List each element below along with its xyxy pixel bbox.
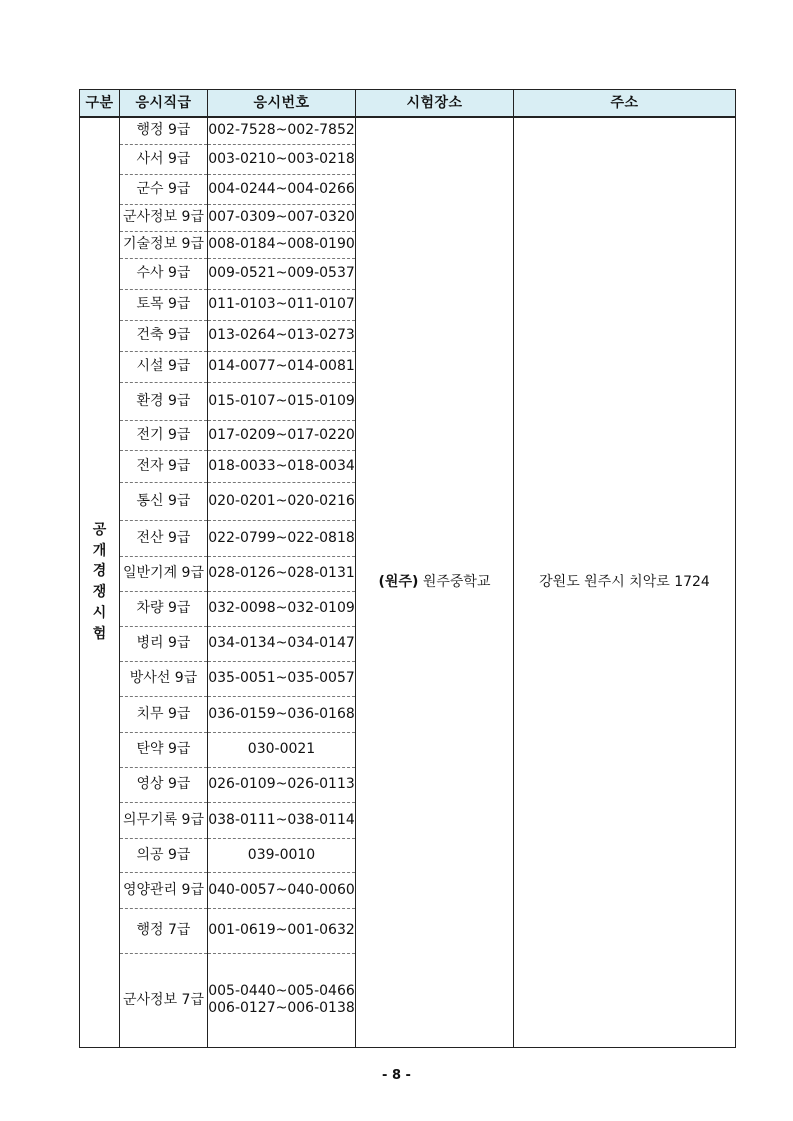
category-char: 쟁: [92, 584, 107, 601]
exam-number-range: 038-0111~038-0114: [208, 811, 355, 828]
exam-grade-cell: 기술정보 9급: [120, 231, 208, 258]
exam-number-cell: [208, 231, 356, 258]
exam-number-range: 028-0126~028-0131: [208, 565, 355, 582]
exam-number-cell: [208, 696, 356, 732]
exam-number-range: 001-0619~001-0632: [208, 922, 355, 939]
exam-number-range: 035-0051~035-0057: [208, 670, 355, 687]
category-vertical-text: [80, 522, 119, 643]
exam-number-range: 018-0033~018-0034: [208, 457, 355, 474]
exam-grade-cell: 군사정보 7급: [120, 953, 208, 1047]
exam-grade-cell: 치무 9급: [120, 696, 208, 732]
exam-number-cell: [208, 872, 356, 908]
exam-number-range: 013-0264~013-0273: [208, 327, 355, 344]
exam-grade-cell: 방사선 9급: [120, 661, 208, 696]
exam-number-range: 036-0159~036-0168: [208, 705, 355, 722]
exam-number-range: 020-0201~020-0216: [208, 492, 355, 509]
exam-grade-cell: 군수 9급: [120, 174, 208, 204]
exam-number-cell: [208, 953, 356, 1047]
exam-number-cell: [208, 591, 356, 626]
exam-number-cell: [208, 450, 356, 482]
exam-number-range: 006-0127~006-0138: [208, 1000, 355, 1016]
exam-number-range: 002-7528~002-7852: [208, 122, 355, 139]
exam-grade-cell: 사서 9급: [120, 144, 208, 174]
category-char: 공: [92, 521, 107, 538]
category-char: 경: [92, 563, 107, 580]
exam-venue-cell: [356, 117, 514, 1047]
exam-number-cell: [208, 258, 356, 289]
exam-number-range: 022-0799~022-0818: [208, 529, 355, 546]
header-address: 주소: [514, 90, 736, 118]
header-category: 구분: [80, 90, 120, 118]
table-header-row: [80, 90, 736, 118]
category-cell: [80, 117, 120, 1047]
exam-number-cell: [208, 626, 356, 661]
exam-grade-cell: 전기 9급: [120, 420, 208, 450]
page-number: - 8 -: [382, 1068, 411, 1083]
category-char: 시: [92, 605, 107, 622]
exam-number-cell: [208, 908, 356, 953]
header-exam-grade: 응시직급: [120, 90, 208, 118]
exam-number-range: 039-0010: [247, 846, 316, 863]
venue-name: 원주중학교: [422, 573, 491, 590]
table-body: [80, 117, 736, 1047]
exam-number-cell: [208, 174, 356, 204]
exam-number-cell: [208, 838, 356, 872]
exam-number-range: 034-0134~034-0147: [208, 635, 355, 652]
exam-number-range: 014-0077~014-0081: [208, 358, 355, 375]
exam-grade-cell: 영상 9급: [120, 767, 208, 802]
exam-grade-cell: 건축 9급: [120, 320, 208, 351]
exam-grade-cell: 시설 9급: [120, 351, 208, 382]
exam-number-cell: [208, 420, 356, 450]
exam-grade-cell: 의공 9급: [120, 838, 208, 872]
exam-grade-cell: 의무기록 9급: [120, 802, 208, 838]
exam-number-range: 040-0057~040-0060: [208, 881, 355, 898]
exam-venue-table: [79, 89, 736, 1048]
exam-number-cell: [208, 520, 356, 556]
exam-grade-cell: 차량 9급: [120, 591, 208, 626]
exam-grade-cell: 통신 9급: [120, 482, 208, 520]
exam-grade-cell: 전산 9급: [120, 520, 208, 556]
exam-number-cell: [208, 732, 356, 767]
address-cell: 강원도 원주시 치악로 1724: [514, 117, 736, 1047]
exam-number-cell: [208, 320, 356, 351]
exam-number-range: 009-0521~009-0537: [208, 265, 355, 282]
exam-number-cell: [208, 661, 356, 696]
exam-number-range: 005-0440~005-0466: [208, 983, 355, 1000]
exam-number-cell: [208, 144, 356, 174]
exam-number-range: 004-0244~004-0266: [208, 180, 355, 197]
exam-grade-cell: 군사정보 9급: [120, 204, 208, 231]
header-exam-venue: 시험장소: [356, 90, 514, 118]
venue-region: (원주): [378, 573, 419, 590]
exam-grade-cell: 행정 9급: [120, 117, 208, 144]
exam-number-cell: [208, 289, 356, 320]
exam-number-range: 015-0107~015-0109: [208, 392, 355, 409]
exam-number-range: 032-0098~032-0109: [208, 600, 355, 617]
exam-number-cell: [208, 382, 356, 420]
exam-grade-cell: 영양관리 9급: [120, 872, 208, 908]
exam-grade-cell: 병리 9급: [120, 626, 208, 661]
exam-number-range: 026-0109~026-0113: [208, 776, 355, 793]
exam-grade-cell: 행정 7급: [120, 908, 208, 953]
exam-grade-cell: 일반기계 9급: [120, 556, 208, 591]
header-exam-number: 응시번호: [208, 90, 356, 118]
exam-number-range: 003-0210~003-0218: [208, 150, 355, 167]
exam-grade-cell: 토목 9급: [120, 289, 208, 320]
exam-grade-cell: 수사 9급: [120, 258, 208, 289]
category-char: 험: [92, 625, 107, 642]
exam-grade-cell: 전자 9급: [120, 450, 208, 482]
exam-number-cell: [208, 556, 356, 591]
exam-number-range: 011-0103~011-0107: [208, 296, 355, 313]
exam-number-cell: [208, 351, 356, 382]
exam-number-cell: [208, 482, 356, 520]
exam-number-range: 017-0209~017-0220: [208, 426, 355, 443]
category-char: 개: [92, 542, 107, 559]
table-row: [80, 117, 736, 144]
exam-number-range: 007-0309~007-0320: [208, 209, 355, 226]
exam-number-cell: [208, 204, 356, 231]
exam-number-range: 008-0184~008-0190: [208, 236, 355, 253]
exam-grade-cell: 환경 9급: [120, 382, 208, 420]
exam-number-cell: [208, 117, 356, 144]
exam-number-range: 030-0021: [247, 741, 316, 758]
exam-number-cell: [208, 802, 356, 838]
exam-number-cell: [208, 767, 356, 802]
exam-grade-cell: 탄약 9급: [120, 732, 208, 767]
